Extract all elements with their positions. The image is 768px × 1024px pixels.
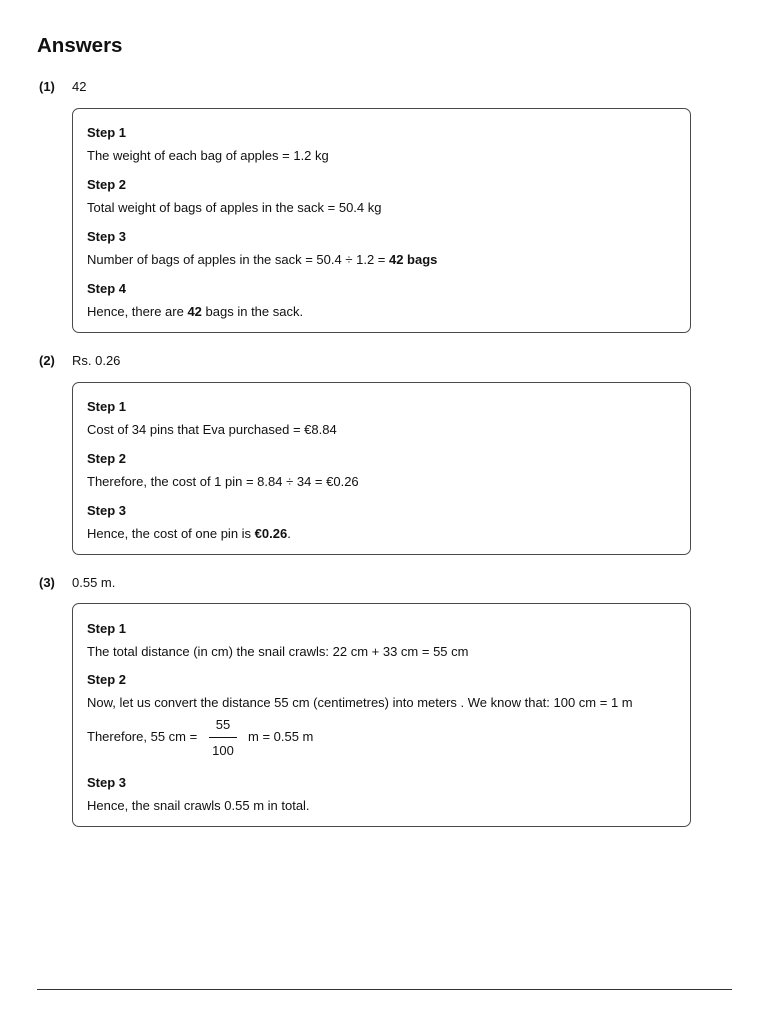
step-text: Total weight of bags of apples in the sack = 50.4 kg	[87, 200, 382, 215]
fraction-bar	[209, 737, 237, 738]
step-label: Step 1	[87, 399, 127, 414]
fraction-suffix: m = 0.55 m	[248, 729, 314, 744]
fraction-denominator: 100	[212, 743, 234, 758]
question-answer: 42	[72, 79, 87, 94]
step-label: Step 2	[87, 672, 127, 687]
fraction-numerator: 55	[215, 717, 231, 732]
question-2-line	[39, 353, 120, 368]
question-number: (2)	[39, 353, 55, 368]
step-label: Step 1	[87, 621, 127, 636]
question-1-line	[39, 79, 86, 94]
step-text: Hence, the snail crawls 0.55 m in total.	[87, 798, 310, 813]
page-title: Answers	[37, 34, 123, 57]
answer-bold: €0.26	[254, 526, 288, 541]
step-label: Step 2	[87, 451, 127, 466]
question-number: (1)	[39, 79, 55, 94]
footer-divider	[37, 989, 732, 990]
step-label: Step 3	[87, 503, 127, 518]
step-text: Now, let us convert the distance 55 cm (centimetres) into meters . We know that: 100 cm = 1 m	[87, 695, 633, 710]
fraction-prefix: Therefore, 55 cm =	[87, 729, 198, 744]
step-label: Step 3	[87, 775, 127, 790]
step-text: Therefore, the cost of 1 pin = 8.84 ÷ 34 = €0.26	[87, 474, 359, 489]
step-text: The weight of each bag of apples = 1.2 kg	[87, 148, 329, 163]
step-label: Step 4	[87, 281, 127, 296]
step-label: Step 2	[87, 177, 127, 192]
step-label: Step 3	[87, 229, 127, 244]
answer-bold: 42	[187, 304, 202, 319]
step-text: Hence, the cost of one pin is €0.26.	[87, 526, 291, 541]
solution-box-1	[72, 108, 691, 333]
question-answer: 0.55 m.	[72, 575, 116, 590]
step-text: Hence, there are 42 bags in the sack.	[87, 304, 304, 319]
step-text: Number of bags of apples in the sack = 50.4 ÷ 1.2 = 42 bags	[87, 252, 438, 267]
question-number: (3)	[39, 575, 55, 590]
step-text: Cost of 34 pins that Eva purchased = €8.84	[87, 422, 337, 437]
question-answer: Rs. 0.26	[72, 353, 121, 368]
answer-bold: 42 bags	[388, 252, 438, 267]
step-label: Step 1	[87, 125, 127, 140]
solution-box-3	[72, 603, 691, 827]
step-text: The total distance (in cm) the snail crawls: 22 cm + 33 cm = 55 cm	[87, 644, 469, 659]
question-3-line	[39, 575, 115, 590]
